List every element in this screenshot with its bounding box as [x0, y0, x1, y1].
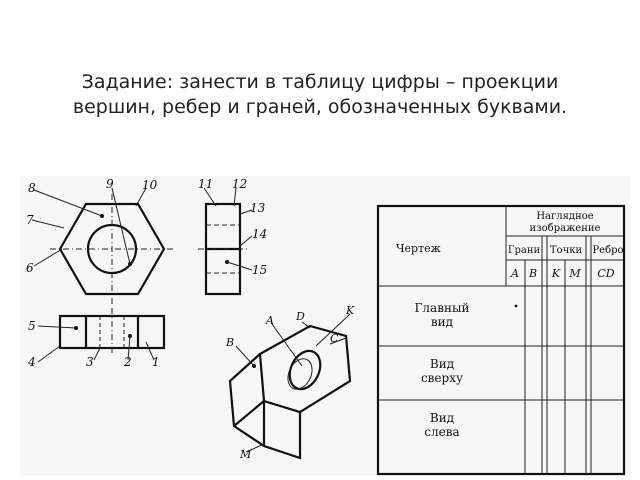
- leader-3: [94, 348, 100, 360]
- scanned-drawing: [20, 176, 630, 476]
- header-faces: Грани: [507, 245, 541, 256]
- front-view: [26, 177, 176, 304]
- header-visual-line2: изображение: [529, 223, 601, 234]
- label-13: 13: [250, 201, 266, 215]
- letter-M: M: [569, 267, 581, 280]
- label-8: 8: [28, 181, 36, 195]
- table-dot: [515, 305, 518, 308]
- label-15: 15: [252, 263, 268, 277]
- task-title-line-2: вершин, ребер и граней, обозначенных буквами.: [72, 96, 568, 118]
- row-left-line1: Вид: [429, 411, 455, 425]
- leader-14: [240, 236, 252, 246]
- label-6: 6: [26, 261, 34, 275]
- label-12: 12: [232, 177, 248, 191]
- row-top-line2: сверху: [420, 371, 464, 385]
- leader-5: [38, 326, 76, 328]
- label-1: 1: [152, 355, 160, 369]
- iso-edge-hidden: [300, 381, 350, 458]
- label-4: 4: [28, 355, 36, 369]
- label-M: M: [240, 448, 252, 461]
- bottom-view: [27, 308, 164, 369]
- header-points: Точки: [549, 245, 583, 256]
- label-10: 10: [142, 178, 158, 192]
- iso-edge: [234, 401, 264, 426]
- leader-B: [236, 346, 254, 366]
- iso-hole-inner: [283, 355, 316, 393]
- label-2: 2: [124, 355, 132, 369]
- row-left-line2: слева: [424, 425, 460, 439]
- label-K: K: [346, 304, 355, 317]
- row-main-line1: Главный: [414, 301, 470, 315]
- letter-CD: CD: [597, 267, 615, 280]
- task-title-line-1: Задание: занести в таблицу цифры – проекции: [81, 71, 559, 93]
- label-A: A: [266, 314, 274, 327]
- label-C: C: [330, 332, 339, 345]
- letter-A: A: [511, 267, 519, 280]
- leader-7: [32, 220, 64, 228]
- label-7: 7: [26, 213, 34, 227]
- letter-B: B: [528, 267, 538, 280]
- answer-table: [378, 206, 624, 474]
- label-9: 9: [106, 177, 114, 191]
- row-main-line2: вид: [430, 315, 454, 329]
- task-title: [20, 70, 620, 120]
- label-D: D: [296, 310, 305, 323]
- header-drawing: Чертеж: [396, 242, 441, 255]
- label-B: B: [226, 336, 235, 349]
- header-visual-line1: Наглядное: [536, 211, 594, 222]
- label-11: 11: [198, 177, 214, 191]
- label-3: 3: [86, 355, 94, 369]
- letter-K: K: [551, 267, 561, 280]
- label-5: 5: [28, 319, 36, 333]
- row-top-line1: Вид: [429, 357, 455, 371]
- side-view: [198, 177, 267, 294]
- header-edge: Ребро: [592, 245, 624, 256]
- leader-6: [34, 249, 62, 266]
- leader-4: [38, 346, 60, 362]
- label-14: 14: [252, 227, 268, 241]
- isometric-view: [225, 304, 355, 461]
- drawing-svg: [20, 176, 630, 476]
